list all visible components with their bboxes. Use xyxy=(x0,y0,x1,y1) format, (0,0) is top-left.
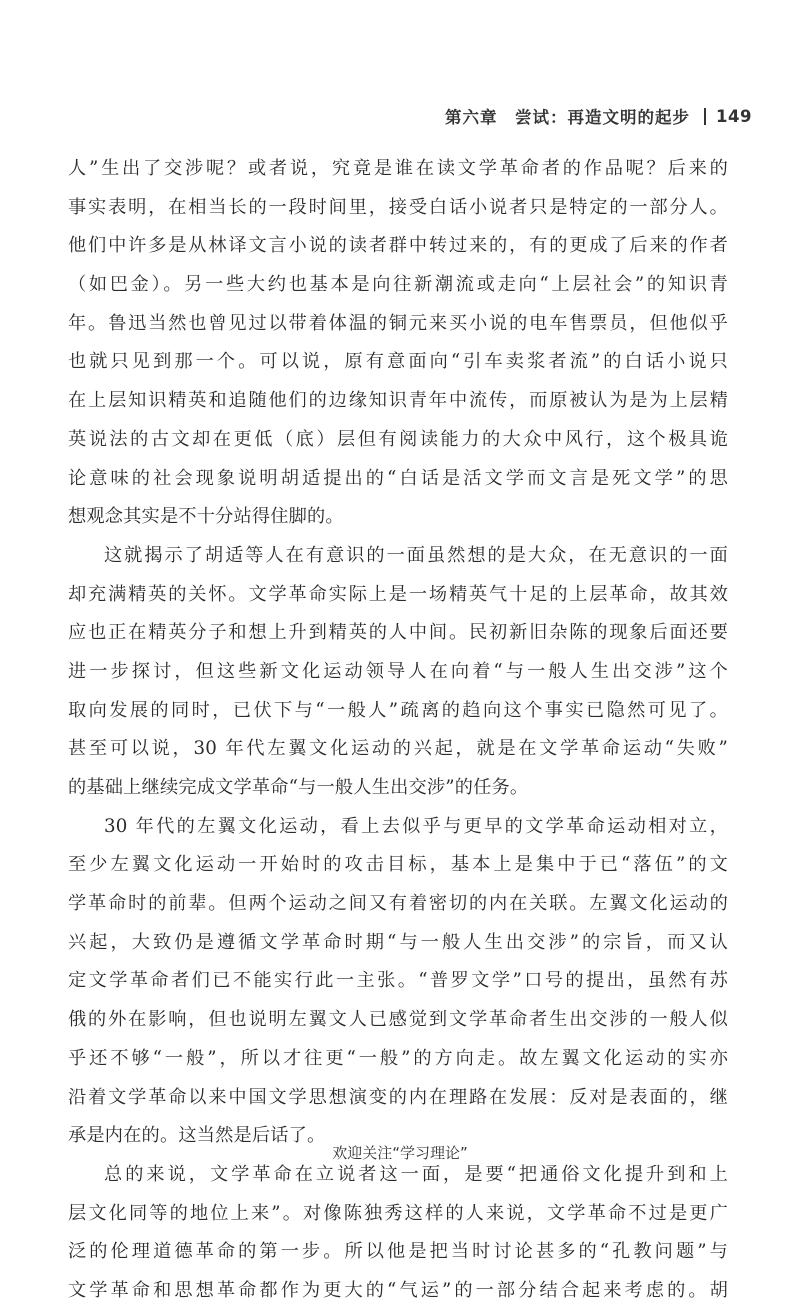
footer-note: 欢迎关注“学习理论” xyxy=(332,1144,468,1162)
text-line: 他们中许多是从林译文言小说的读者群中转过来的，有的更成了后来的作者 xyxy=(68,235,728,257)
text-line: 俄的外在影响，但也说明左翼文人已感觉到文学革命者生出交涉的一般人似 xyxy=(68,1009,728,1031)
text-line: 兴起，大致仍是遵循文学革命时期“与一般人生出交涉”的宗旨，而又认 xyxy=(68,931,728,953)
text-line: 定文学革命者们已不能实行此一主张。“普罗文学”口号的提出，虽然有苏 xyxy=(68,970,728,992)
text-line: 层文化同等的地位上来”。对像陈独秀这样的人来说，文学革命不过是更广 xyxy=(68,1202,728,1224)
chapter-title: 第六章 尝试：再造文明的起步 xyxy=(445,108,691,127)
text-line: 沿着文学革命以来中国文学思想演变的内在理路在发展：反对是表面的，继 xyxy=(68,1086,728,1108)
text-line: 这就揭示了胡适等人在有意识的一面虽然想的是大众，在无意识的一面 xyxy=(104,544,728,566)
text-line: 也就只见到那一个。可以说，原有意面向“引车卖浆者流”的白话小说只 xyxy=(68,351,728,373)
text-line: （如巴金）。另一些大约也基本是向往新潮流或走向“上层社会”的知识青 xyxy=(68,274,728,296)
text-line: 30 年代的左翼文化运动，看上去似乎与更早的文学革命运动相对立， xyxy=(104,815,728,837)
body-text xyxy=(68,150,728,1311)
text-line: 却充满精英的关怀。文学革命实际上是一场精英气十足的上层革命，故其效 xyxy=(68,583,728,605)
text-line: 事实表明，在相当长的一段时间里，接受白话小说者只是特定的一部分人。 xyxy=(68,196,728,218)
text-line: 甚至可以说，30 年代左翼文化运动的兴起，就是在文学革命运动“失败” xyxy=(68,738,728,760)
text-line: 年。鲁迅当然也曾见过以带着体温的铜元来买小说的电车售票员，但他似乎 xyxy=(68,312,728,334)
text-line: 取向发展的同时，已伏下与“一般人”疏离的趋向这个事实已隐然可见了。 xyxy=(68,699,728,721)
text-line: 乎还不够“一般”，所以才往更“一般”的方向走。故左翼文化运动的实亦 xyxy=(68,1047,728,1069)
running-header xyxy=(445,104,752,128)
header-divider xyxy=(704,108,706,125)
page-number: 149 xyxy=(716,106,752,126)
text-line: 在上层知识精英和追随他们的边缘知识青年中流传，而原被认为是为上层精 xyxy=(68,390,728,412)
text-line: 论意味的社会现象说明胡适提出的“白话是活文学而文言是死文学”的思 xyxy=(68,467,728,489)
text-line: 学革命时的前辈。但两个运动之间又有着密切的内在关联。左翼文化运动的 xyxy=(68,893,728,915)
text-line: 人”生出了交涉呢？或者说，究竟是谁在读文学革命者的作品呢？后来的 xyxy=(68,158,728,179)
text-line: 总的来说，文学革命在立说者这一面，是要“把通俗文化提升到和上 xyxy=(104,1163,728,1185)
text-line: 想观念其实是不十分站得住脚的。 xyxy=(68,506,344,528)
text-line: 应也正在精英分子和想上升到精英的人中间。民初新旧杂陈的现象后面还要 xyxy=(68,622,728,644)
text-line: 泛的伦理道德革命的第一步。所以他是把当时讨论甚多的“孔教问题”与 xyxy=(68,1241,728,1263)
text-line: 的基础上继续完成文学革命“与一般人生出交涉”的任务。 xyxy=(68,777,529,798)
text-line: 文学革命和思想革命都作为更大的“气运”的一部分结合起来考虑的。胡 xyxy=(68,1279,728,1301)
text-line: 进一步探讨，但这些新文化运动领导人在向着“与一般人生出交涉”这个 xyxy=(68,660,728,682)
text-line: 至少左翼文化运动一开始时的攻击目标，基本上是集中于已“落伍”的文 xyxy=(68,854,728,876)
text-line: 英说法的古文却在更低（底）层但有阅读能力的大众中风行，这个极具诡 xyxy=(68,428,728,450)
text-line: 承是内在的。这当然是后话了。 xyxy=(68,1125,326,1147)
